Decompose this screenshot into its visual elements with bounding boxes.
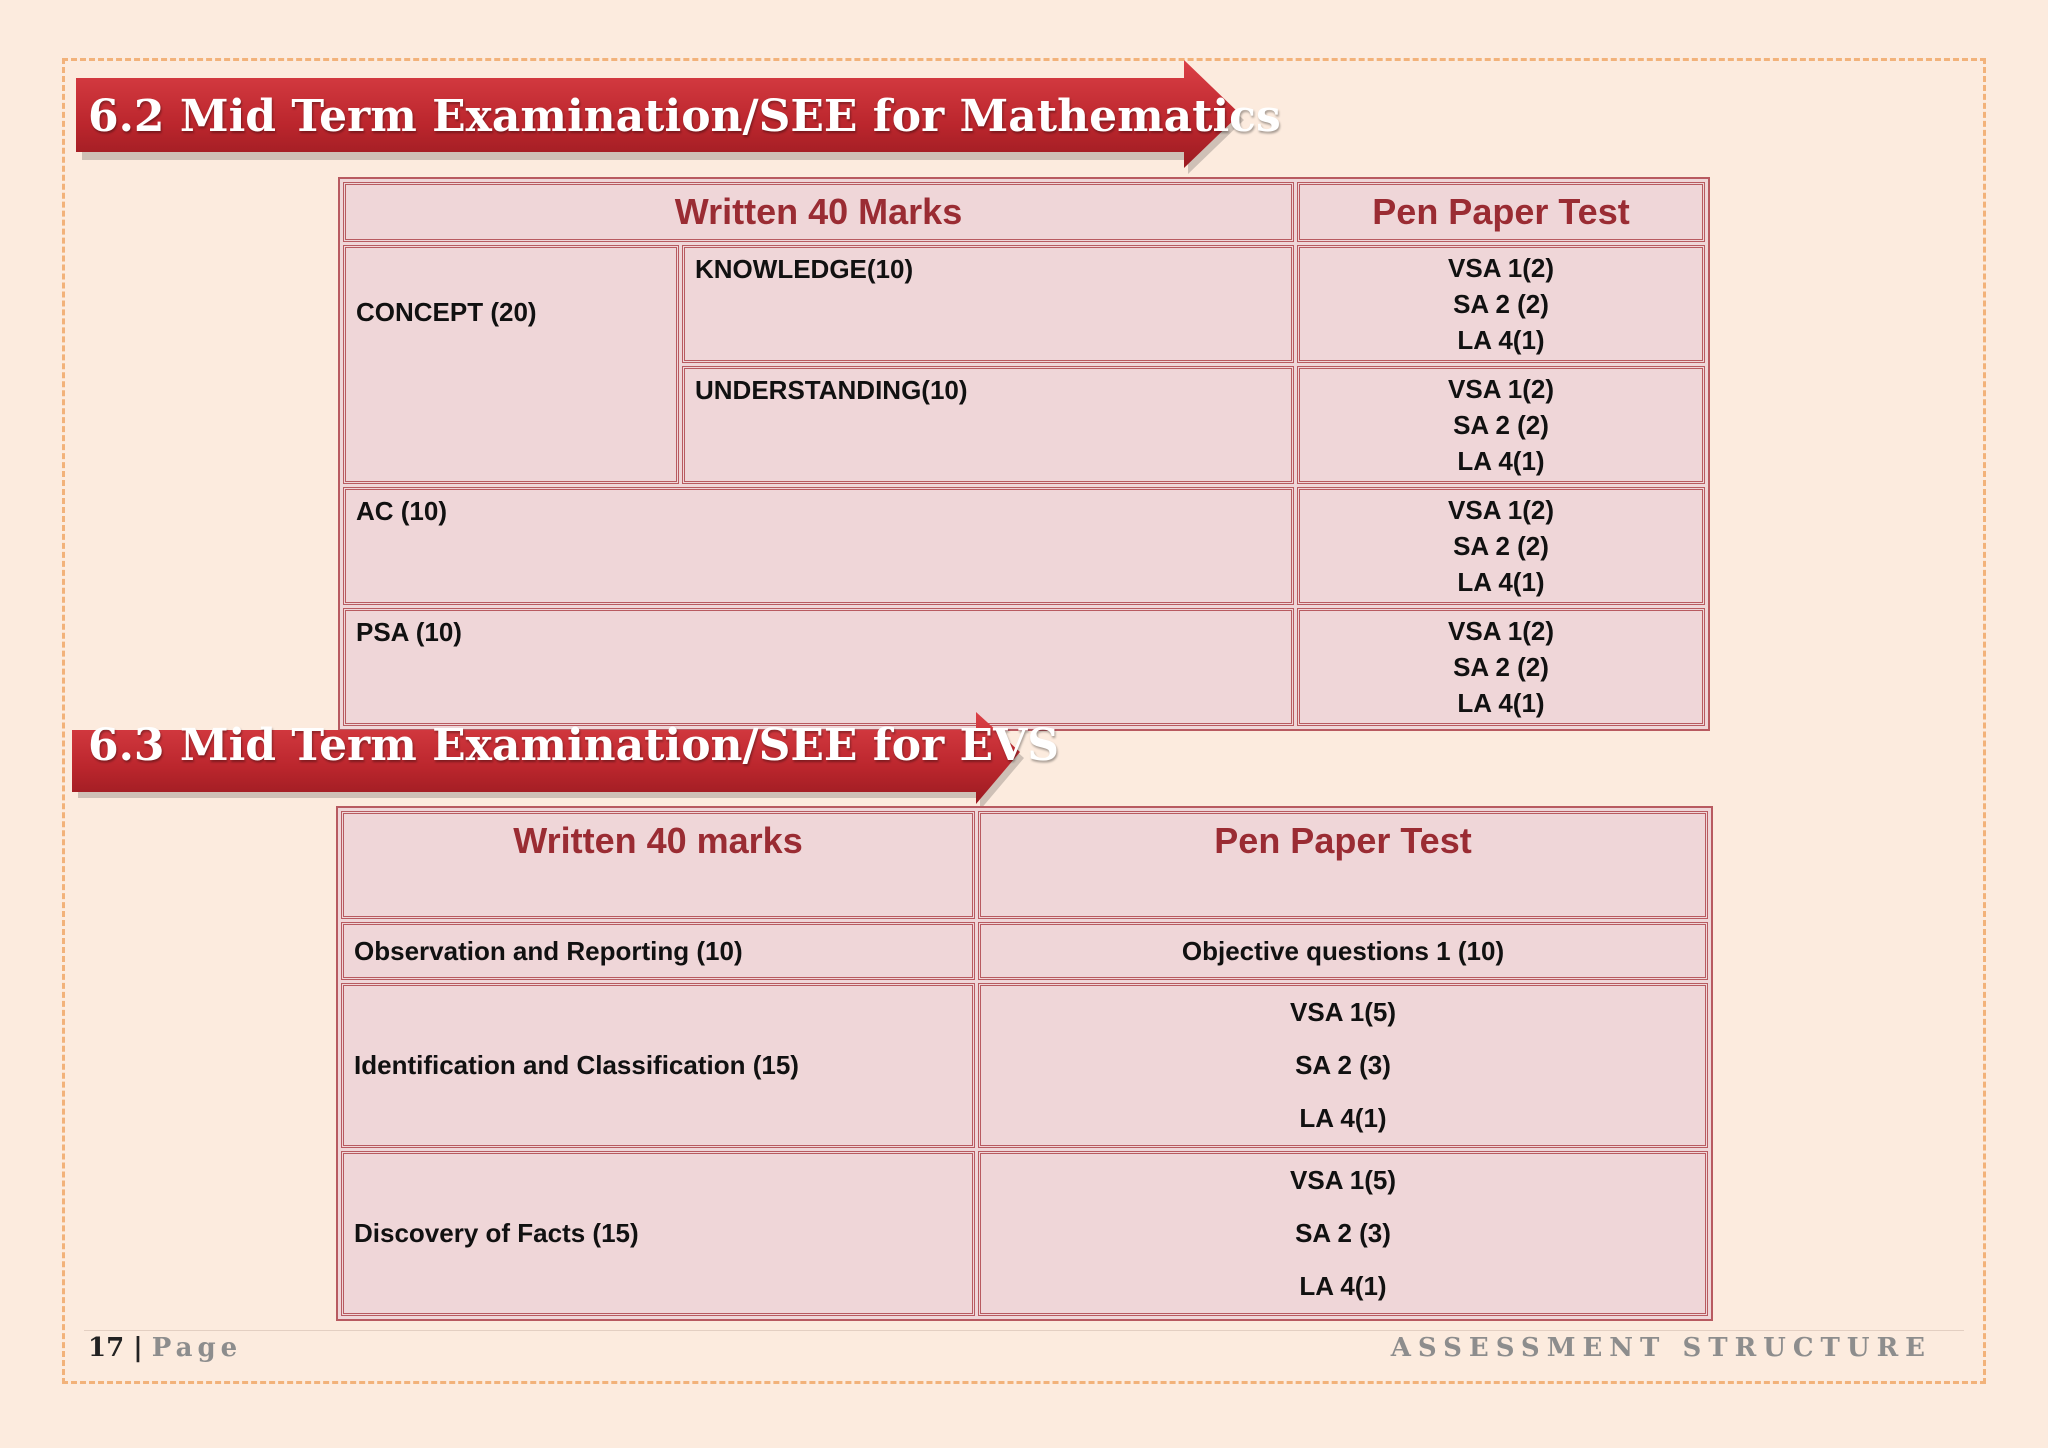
- section-title-evs: 6.3 Mid Term Examination/SEE for EVS: [88, 720, 1060, 771]
- test-line: SA 2 (2): [1453, 652, 1549, 682]
- test-line: LA 4(1): [1299, 1271, 1387, 1301]
- evs-row-test: [978, 983, 1708, 1148]
- knowledge-label: KNOWLEDGE(10): [695, 254, 914, 284]
- section-title-math: 6.2 Mid Term Examination/SEE for Mathematics: [88, 91, 1281, 142]
- footer-rule: [84, 1330, 1964, 1331]
- test-line: LA 4(1): [1457, 567, 1545, 597]
- evs-row-label: Observation and Reporting (10): [341, 922, 975, 980]
- page-number: [88, 1333, 242, 1363]
- ac-label: AC (10): [356, 496, 448, 526]
- math-understanding-cell: [682, 366, 1294, 484]
- test-line: SA 2 (3): [1295, 1218, 1391, 1248]
- test-line: VSA 1(5): [1290, 997, 1396, 1027]
- test-line: LA 4(1): [1299, 1103, 1387, 1133]
- test-line: VSA 1(2): [1448, 495, 1554, 525]
- math-knowledge-cell: [682, 245, 1294, 363]
- evs-row-test: [978, 922, 1708, 980]
- math-test-cell-4: [1297, 608, 1705, 726]
- test-line: SA 2 (3): [1295, 1050, 1391, 1080]
- math-test-cell-1: [1297, 245, 1705, 363]
- test-line: LA 4(1): [1457, 325, 1545, 355]
- test-line: VSA 1(5): [1290, 1165, 1396, 1195]
- test-line: VSA 1(2): [1448, 253, 1554, 283]
- evs-header-written: Written 40 marks: [341, 811, 975, 919]
- math-test-cell-2: [1297, 366, 1705, 484]
- math-test-cell-3: [1297, 487, 1705, 605]
- math-header-written: Written 40 Marks: [343, 182, 1294, 242]
- understanding-label: UNDERSTANDING(10): [695, 375, 968, 405]
- evs-assessment-table: [336, 806, 1713, 1321]
- math-assessment-table: [338, 177, 1710, 731]
- page-separator: |: [133, 1333, 143, 1363]
- test-line: VSA 1(2): [1448, 616, 1554, 646]
- test-line: VSA 1(2): [1448, 374, 1554, 404]
- psa-label: PSA (10): [356, 617, 462, 647]
- math-ac-cell: [343, 487, 1294, 605]
- page-number-value: 17: [88, 1333, 125, 1363]
- evs-row-test: [978, 1151, 1708, 1316]
- evs-row-label: Identification and Classification (15): [341, 983, 975, 1148]
- test-line: LA 4(1): [1457, 446, 1545, 476]
- evs-row-label: Discovery of Facts (15): [341, 1151, 975, 1316]
- test-line: SA 2 (2): [1453, 289, 1549, 319]
- math-concept-cell: [343, 245, 679, 484]
- math-header-test: Pen Paper Test: [1297, 182, 1705, 242]
- test-line: SA 2 (2): [1453, 531, 1549, 561]
- evs-header-test: Pen Paper Test: [978, 811, 1708, 919]
- test-line: SA 2 (2): [1453, 410, 1549, 440]
- test-line: Objective questions 1 (10): [1181, 935, 1505, 966]
- footer-section-name: ASSESSMENT STRUCTURE: [1390, 1333, 1932, 1363]
- concept-label: CONCEPT (20): [356, 297, 537, 327]
- test-line: LA 4(1): [1457, 688, 1545, 718]
- page-word: Page: [151, 1333, 243, 1363]
